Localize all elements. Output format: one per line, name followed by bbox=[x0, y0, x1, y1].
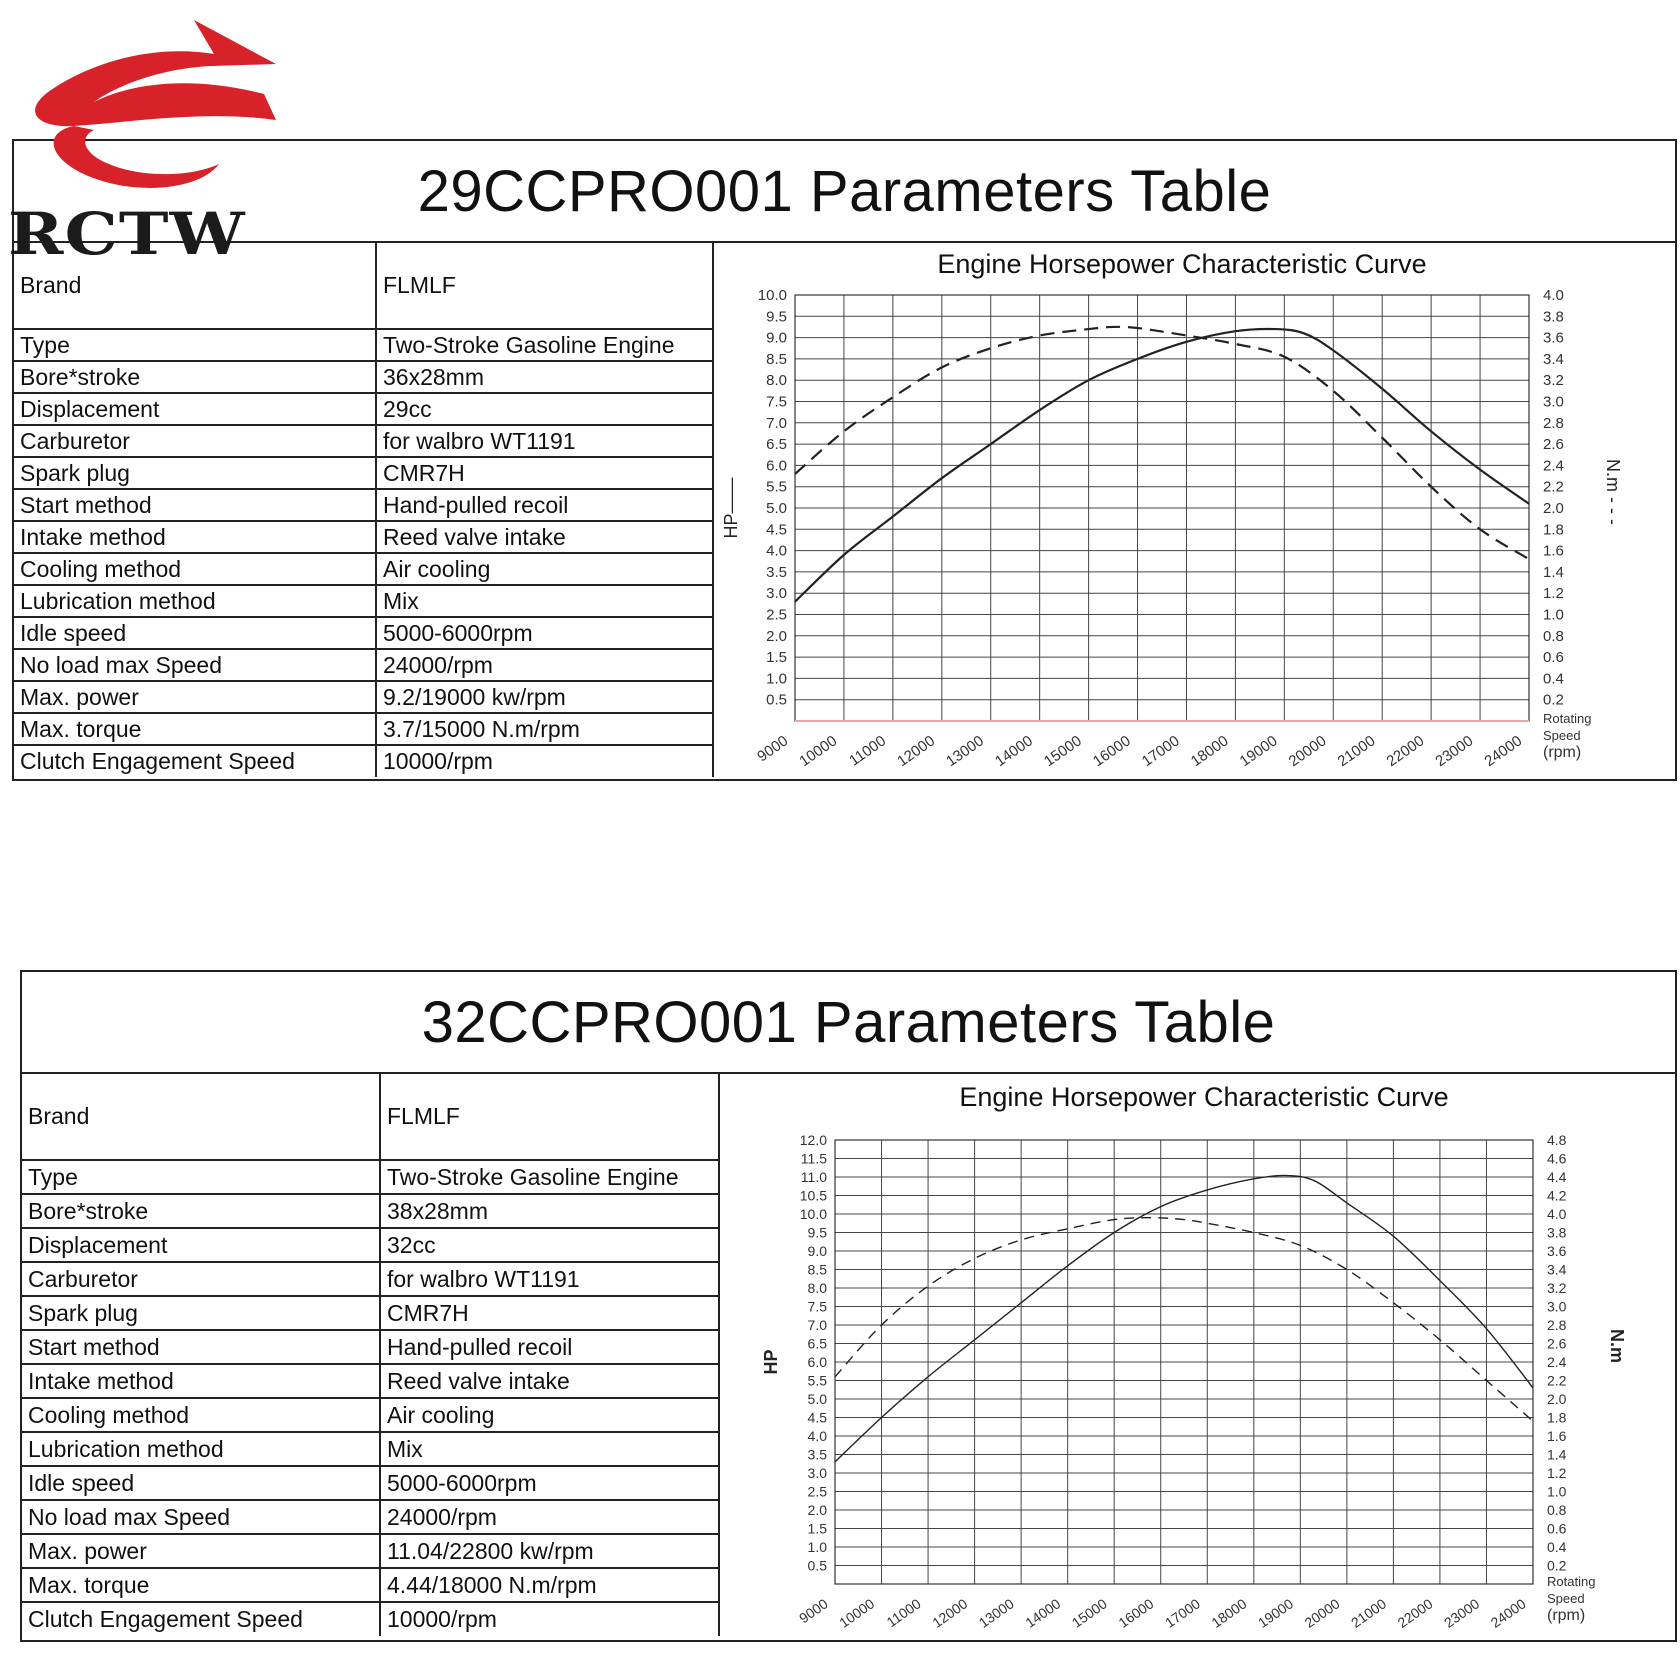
param-value: Two-Stroke Gasoline Engine bbox=[376, 329, 713, 361]
param-row bbox=[22, 1074, 719, 1160]
y2-tick-label: 0.6 bbox=[1547, 1520, 1567, 1537]
y2-tick-label: 1.4 bbox=[1543, 563, 1564, 581]
param-label: Intake method bbox=[14, 521, 376, 553]
torque-curve-line bbox=[835, 1218, 1533, 1422]
param-row bbox=[14, 457, 713, 489]
param-label: Bore*stroke bbox=[22, 1194, 380, 1228]
param-value: Mix bbox=[376, 585, 713, 617]
param-label: Max. power bbox=[22, 1534, 380, 1568]
y-tick-label: 4.5 bbox=[807, 1409, 827, 1426]
y2-tick-label: 1.0 bbox=[1543, 606, 1564, 624]
param-label: Idle speed bbox=[14, 617, 376, 649]
y2-tick-label: 2.8 bbox=[1547, 1317, 1567, 1333]
param-row bbox=[14, 745, 713, 777]
y2-tick-label: 0.4 bbox=[1543, 670, 1564, 688]
y-tick-label: 0.5 bbox=[807, 1557, 827, 1574]
y-tick-label: 3.0 bbox=[766, 585, 787, 603]
y-tick-label: 6.5 bbox=[807, 1335, 827, 1352]
param-value: Reed valve intake bbox=[380, 1364, 719, 1398]
y2-tick-label: 0.8 bbox=[1547, 1502, 1567, 1518]
y-tick-label: 11.0 bbox=[800, 1169, 827, 1185]
x-tick-label: 13000 bbox=[943, 732, 988, 771]
param-label: Lubrication method bbox=[22, 1432, 380, 1466]
y-tick-label: 5.5 bbox=[766, 478, 787, 496]
y2-tick-label: 3.0 bbox=[1547, 1298, 1567, 1315]
param-row bbox=[14, 521, 713, 553]
param-value: 4.44/18000 N.m/rpm bbox=[380, 1568, 719, 1602]
y2-tick-label: 4.0 bbox=[1543, 287, 1564, 304]
param-label: Intake method bbox=[22, 1364, 380, 1398]
param-row bbox=[14, 681, 713, 713]
y-tick-label: 8.5 bbox=[766, 350, 787, 368]
param-label: Cooling method bbox=[22, 1398, 380, 1432]
x-tick-label: 9000 bbox=[754, 732, 792, 766]
param-value: Hand-pulled recoil bbox=[376, 489, 713, 521]
param-label: Displacement bbox=[14, 393, 376, 425]
param-label: Spark plug bbox=[22, 1296, 380, 1330]
y2-tick-label: 2.0 bbox=[1547, 1391, 1567, 1407]
y-tick-label: 1.0 bbox=[766, 670, 787, 688]
y-tick-label: 5.0 bbox=[766, 500, 787, 517]
param-row bbox=[22, 1602, 719, 1636]
param-value: Reed valve intake bbox=[376, 521, 713, 553]
param-value: Two-Stroke Gasoline Engine bbox=[380, 1160, 719, 1194]
y-axis-label: HP—— bbox=[721, 477, 741, 539]
param-value: FLMLF bbox=[376, 243, 713, 329]
y2-tick-label: 2.2 bbox=[1547, 1372, 1567, 1389]
x-tick-label: 24000 bbox=[1481, 732, 1526, 771]
param-row bbox=[22, 1364, 719, 1398]
chart-svg bbox=[715, 243, 1675, 779]
param-row bbox=[22, 1160, 719, 1194]
param-label: Max. torque bbox=[22, 1568, 380, 1602]
param-value: CMR7H bbox=[380, 1296, 719, 1330]
param-label: Max. torque bbox=[14, 713, 376, 745]
panel-title: 29CCPRO001 Parameters Table bbox=[14, 141, 1675, 243]
param-value: 11.04/22800 kw/rpm bbox=[380, 1534, 719, 1568]
y2-tick-label: 3.4 bbox=[1547, 1261, 1567, 1278]
param-label: Type bbox=[14, 329, 376, 361]
param-label: No load max Speed bbox=[14, 649, 376, 681]
y2-tick-label: 3.2 bbox=[1547, 1280, 1567, 1296]
param-label: Type bbox=[22, 1160, 380, 1194]
y2-tick-label: 1.8 bbox=[1543, 521, 1564, 539]
x-tick-label: 18000 bbox=[1208, 1595, 1250, 1631]
y-tick-label: 6.0 bbox=[766, 457, 787, 475]
y-tick-label: 9.0 bbox=[766, 329, 787, 347]
x-tick-label: 19000 bbox=[1254, 1595, 1297, 1631]
x-tick-label: 12000 bbox=[929, 1595, 971, 1631]
y-tick-label: 1.5 bbox=[807, 1520, 827, 1537]
x-tick-label: 17000 bbox=[1138, 732, 1183, 771]
y2-tick-label: 1.0 bbox=[1547, 1483, 1567, 1500]
x-tick-label: 16000 bbox=[1115, 1595, 1157, 1631]
y2-tick-label: 0.8 bbox=[1543, 627, 1564, 645]
x-tick-label: 20000 bbox=[1285, 732, 1330, 771]
param-label: No load max Speed bbox=[22, 1500, 380, 1534]
param-value: 5000-6000rpm bbox=[376, 617, 713, 649]
y2-tick-label: 2.8 bbox=[1543, 414, 1564, 432]
y2-axis-label: N.m bbox=[1607, 1328, 1627, 1364]
param-value: 10000/rpm bbox=[376, 745, 713, 777]
param-value: for walbro WT1191 bbox=[380, 1262, 719, 1296]
y-tick-label: 7.0 bbox=[766, 414, 787, 432]
param-value: Air cooling bbox=[376, 553, 713, 585]
x-tick-label: 13000 bbox=[975, 1595, 1017, 1631]
param-row bbox=[22, 1568, 719, 1602]
x-axis-label: Speed bbox=[1543, 728, 1581, 743]
y-tick-label: 7.5 bbox=[807, 1298, 827, 1315]
y-tick-label: 2.0 bbox=[807, 1502, 827, 1518]
y-axis-label: HP bbox=[761, 1349, 781, 1375]
param-label: Lubrication method bbox=[14, 585, 376, 617]
y-tick-label: 3.5 bbox=[766, 563, 787, 581]
y2-tick-label: 0.2 bbox=[1543, 691, 1564, 709]
hp-curve-chart-29cc bbox=[715, 243, 1675, 779]
param-row bbox=[22, 1500, 719, 1534]
y-tick-label: 6.0 bbox=[807, 1354, 827, 1370]
param-value: 3.7/15000 N.m/rpm bbox=[376, 713, 713, 745]
param-row bbox=[22, 1466, 719, 1500]
param-value: FLMLF bbox=[380, 1074, 719, 1160]
param-label: Start method bbox=[22, 1330, 380, 1364]
y2-tick-label: 4.8 bbox=[1547, 1132, 1567, 1148]
param-row bbox=[14, 553, 713, 585]
y-tick-label: 5.5 bbox=[807, 1372, 827, 1389]
y2-tick-label: 2.6 bbox=[1547, 1335, 1567, 1352]
param-row bbox=[14, 393, 713, 425]
param-value: 24000/rpm bbox=[376, 649, 713, 681]
y2-tick-label: 4.0 bbox=[1547, 1206, 1567, 1222]
param-row bbox=[22, 1228, 719, 1262]
y-tick-label: 7.0 bbox=[807, 1317, 827, 1333]
param-label: Clutch Engagement Speed bbox=[14, 745, 376, 777]
param-value: 29cc bbox=[376, 393, 713, 425]
param-label: Max. power bbox=[14, 681, 376, 713]
param-row bbox=[14, 585, 713, 617]
param-row bbox=[22, 1262, 719, 1296]
x-axis-label: Speed bbox=[1547, 1591, 1585, 1606]
x-tick-label: 14000 bbox=[1022, 1595, 1064, 1631]
y2-tick-label: 3.6 bbox=[1543, 329, 1564, 347]
param-label: Idle speed bbox=[22, 1466, 380, 1500]
x-tick-label: 20000 bbox=[1301, 1595, 1343, 1631]
param-value: 24000/rpm bbox=[380, 1500, 719, 1534]
x-tick-label: 15000 bbox=[1040, 732, 1085, 771]
param-label: Carburetor bbox=[22, 1262, 380, 1296]
param-value: for walbro WT1191 bbox=[376, 425, 713, 457]
y-tick-label: 8.5 bbox=[807, 1261, 827, 1278]
param-row bbox=[14, 617, 713, 649]
x-tick-label: 22000 bbox=[1383, 732, 1428, 771]
x-tick-label: 21000 bbox=[1334, 732, 1379, 771]
param-row bbox=[22, 1534, 719, 1568]
param-row bbox=[14, 361, 713, 393]
param-label: Carburetor bbox=[14, 425, 376, 457]
chart-title: Engine Horsepower Characteristic Curve bbox=[937, 249, 1427, 279]
x-tick-label: 24000 bbox=[1487, 1595, 1529, 1631]
y-tick-label: 9.5 bbox=[766, 308, 787, 326]
y-tick-label: 2.0 bbox=[766, 627, 787, 645]
x-tick-label: 18000 bbox=[1187, 732, 1232, 771]
param-value: Hand-pulled recoil bbox=[380, 1330, 719, 1364]
param-value: 36x28mm bbox=[376, 361, 713, 393]
y2-tick-label: 4.4 bbox=[1547, 1169, 1567, 1185]
y2-tick-label: 3.2 bbox=[1543, 372, 1564, 390]
x-tick-label: 23000 bbox=[1441, 1595, 1483, 1631]
x-axis-label: (rpm) bbox=[1547, 1607, 1586, 1624]
horsepower-curve-line bbox=[835, 1175, 1533, 1461]
param-label: Start method bbox=[14, 489, 376, 521]
y-tick-label: 3.5 bbox=[807, 1446, 827, 1463]
param-row bbox=[22, 1330, 719, 1364]
param-row bbox=[22, 1398, 719, 1432]
y2-tick-label: 3.4 bbox=[1543, 350, 1564, 368]
y2-tick-label: 1.8 bbox=[1547, 1409, 1567, 1426]
y-tick-label: 4.0 bbox=[807, 1428, 827, 1444]
y2-tick-label: 2.4 bbox=[1543, 457, 1564, 475]
param-label: Brand bbox=[14, 243, 376, 329]
y2-tick-label: 1.2 bbox=[1543, 585, 1564, 603]
y2-tick-label: 1.6 bbox=[1543, 542, 1564, 560]
param-label: Cooling method bbox=[14, 553, 376, 585]
x-tick-label: 10000 bbox=[836, 1595, 878, 1631]
x-tick-label: 21000 bbox=[1348, 1595, 1390, 1631]
y2-tick-label: 4.2 bbox=[1547, 1187, 1567, 1204]
x-tick-label: 19000 bbox=[1236, 732, 1281, 771]
x-tick-label: 12000 bbox=[894, 732, 939, 771]
param-row bbox=[14, 649, 713, 681]
y-tick-label: 5.0 bbox=[807, 1391, 827, 1407]
y-tick-label: 12.0 bbox=[799, 1132, 827, 1148]
y-tick-label: 6.5 bbox=[766, 436, 787, 454]
x-tick-label: 16000 bbox=[1089, 732, 1134, 771]
y2-tick-label: 3.6 bbox=[1547, 1243, 1567, 1259]
param-label: Bore*stroke bbox=[14, 361, 376, 393]
y2-tick-label: 0.4 bbox=[1547, 1539, 1567, 1555]
y-tick-label: 10.5 bbox=[799, 1187, 827, 1204]
y-tick-label: 8.0 bbox=[766, 372, 787, 390]
logo-wordmark: RCTW bbox=[8, 200, 246, 268]
chart-title: Engine Horsepower Characteristic Curve bbox=[959, 1082, 1449, 1112]
x-tick-label: 23000 bbox=[1432, 732, 1477, 771]
y2-tick-label: 4.6 bbox=[1547, 1150, 1567, 1167]
param-row bbox=[14, 489, 713, 521]
y-tick-label: 4.0 bbox=[766, 542, 787, 560]
y-tick-label: 8.0 bbox=[807, 1280, 827, 1296]
param-value: 9.2/19000 kw/rpm bbox=[376, 681, 713, 713]
param-label: Spark plug bbox=[14, 457, 376, 489]
y-tick-label: 2.5 bbox=[766, 606, 787, 624]
y2-tick-label: 3.8 bbox=[1547, 1224, 1567, 1241]
y-tick-label: 9.5 bbox=[807, 1224, 827, 1241]
x-axis-label: (rpm) bbox=[1543, 744, 1582, 761]
x-tick-label: 14000 bbox=[992, 732, 1036, 771]
chart-svg bbox=[721, 1074, 1675, 1640]
hp-curve-chart-32cc bbox=[721, 1074, 1675, 1640]
param-value: 32cc bbox=[380, 1228, 719, 1262]
param-value: CMR7H bbox=[376, 457, 713, 489]
x-tick-label: 11000 bbox=[883, 1595, 924, 1631]
y-tick-label: 7.5 bbox=[766, 393, 787, 411]
param-value: Air cooling bbox=[380, 1398, 719, 1432]
y2-axis-label: N.m - - - bbox=[1603, 459, 1623, 525]
y2-tick-label: 3.0 bbox=[1543, 393, 1564, 411]
param-value: 38x28mm bbox=[380, 1194, 719, 1228]
x-tick-label: 22000 bbox=[1394, 1595, 1436, 1631]
y2-tick-label: 1.2 bbox=[1547, 1465, 1567, 1481]
y-tick-label: 1.5 bbox=[766, 649, 787, 667]
y-tick-label: 0.5 bbox=[766, 691, 787, 709]
parameters-table bbox=[22, 1074, 720, 1636]
y-tick-label: 3.0 bbox=[807, 1465, 827, 1481]
y2-tick-label: 0.6 bbox=[1543, 649, 1564, 667]
panel-title: 32CCPRO001 Parameters Table bbox=[22, 972, 1675, 1074]
y2-tick-label: 3.8 bbox=[1543, 308, 1564, 326]
parameters-panel-32cc bbox=[20, 970, 1677, 1642]
y2-tick-label: 2.4 bbox=[1547, 1354, 1567, 1370]
y2-tick-label: 2.0 bbox=[1543, 500, 1564, 517]
param-row bbox=[14, 425, 713, 457]
torque-curve-line bbox=[795, 327, 1529, 559]
param-row bbox=[22, 1194, 719, 1228]
param-value: 10000/rpm bbox=[380, 1602, 719, 1636]
x-tick-label: 17000 bbox=[1161, 1595, 1203, 1631]
y-tick-label: 10.0 bbox=[799, 1206, 827, 1222]
y-tick-label: 1.0 bbox=[807, 1539, 827, 1555]
param-label: Clutch Engagement Speed bbox=[22, 1602, 380, 1636]
y2-tick-label: 0.2 bbox=[1547, 1557, 1567, 1574]
param-row bbox=[22, 1296, 719, 1330]
y2-tick-label: 1.6 bbox=[1547, 1428, 1567, 1444]
x-axis-label: Rotating bbox=[1547, 1574, 1596, 1589]
param-value: Mix bbox=[380, 1432, 719, 1466]
y-tick-label: 4.5 bbox=[766, 521, 787, 539]
y-tick-label: 2.5 bbox=[807, 1483, 827, 1500]
param-label: Displacement bbox=[22, 1228, 380, 1262]
y2-tick-label: 2.6 bbox=[1543, 436, 1564, 454]
param-row bbox=[22, 1432, 719, 1466]
param-row bbox=[14, 713, 713, 745]
x-tick-label: 9000 bbox=[796, 1595, 831, 1627]
parameters-table bbox=[14, 243, 714, 777]
y2-tick-label: 1.4 bbox=[1547, 1446, 1567, 1463]
param-value: 5000-6000rpm bbox=[380, 1466, 719, 1500]
x-tick-label: 15000 bbox=[1068, 1595, 1110, 1631]
y2-tick-label: 2.2 bbox=[1543, 478, 1564, 496]
y-tick-label: 9.0 bbox=[807, 1243, 827, 1259]
x-tick-label: 11000 bbox=[846, 732, 890, 770]
x-tick-label: 10000 bbox=[796, 732, 841, 771]
x-axis-label: Rotating bbox=[1543, 711, 1592, 726]
y-tick-label: 11.5 bbox=[800, 1150, 827, 1167]
param-row bbox=[14, 329, 713, 361]
param-label: Brand bbox=[22, 1074, 380, 1160]
y-tick-label: 10.0 bbox=[757, 287, 787, 304]
